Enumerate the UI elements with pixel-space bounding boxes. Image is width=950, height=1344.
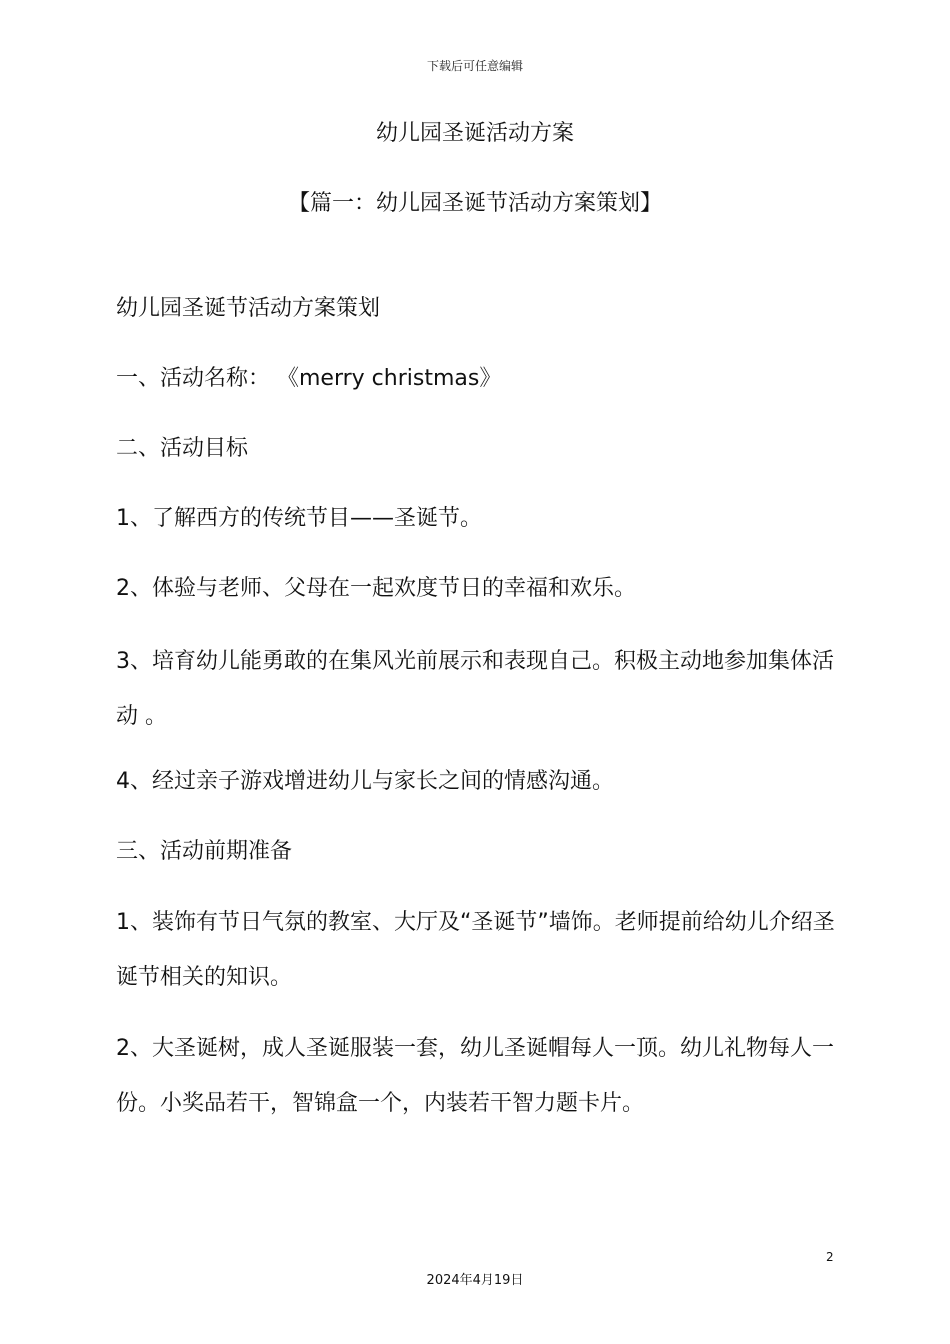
header-note: 下载后可任意编辑 [426, 59, 523, 73]
preparation-item-1: 1、装饰有节日气氛的教室、大厅及“圣诞节”墙饰。老师提前给幼儿介绍圣诞节相关的知识。 [116, 910, 835, 990]
preparation-heading: 三、活动前期准备 [116, 839, 293, 864]
footer-date: 2024年4月19日 [426, 1273, 524, 1288]
document-subtitle: 【篇一：幼儿园圣诞节活动方案策划】 [287, 191, 662, 216]
section-heading: 幼儿园圣诞节活动方案策划 [116, 296, 381, 321]
goal-item-1: 1、了解西方的传统节目——圣诞节。 [116, 506, 482, 531]
goal-item-4: 4、经过亲子游戏增进幼儿与家长之间的情感沟通。 [116, 769, 614, 794]
document-title: 幼儿园圣诞活动方案 [375, 121, 574, 146]
goal-item-3: 3、培育幼儿能勇敢的在集风光前展示和表现自己。积极主动地参加集体活动 。 [116, 649, 834, 729]
activity-name: 一、活动名称： 《merry christmas》 [116, 366, 502, 391]
preparation-item-2: 2、大圣诞树，成人圣诞服装一套，幼儿圣诞帽每人一顶。幼儿礼物每人一份。小奖品若干，智锦盒一个，内装若干智力题卡片。 [116, 1036, 834, 1116]
goals-heading: 二、活动目标 [116, 436, 249, 461]
goal-item-2: 2、体验与老师、父母在一起欢度节日的幸福和欢乐。 [116, 576, 636, 601]
page-number: 2 [826, 1250, 834, 1264]
